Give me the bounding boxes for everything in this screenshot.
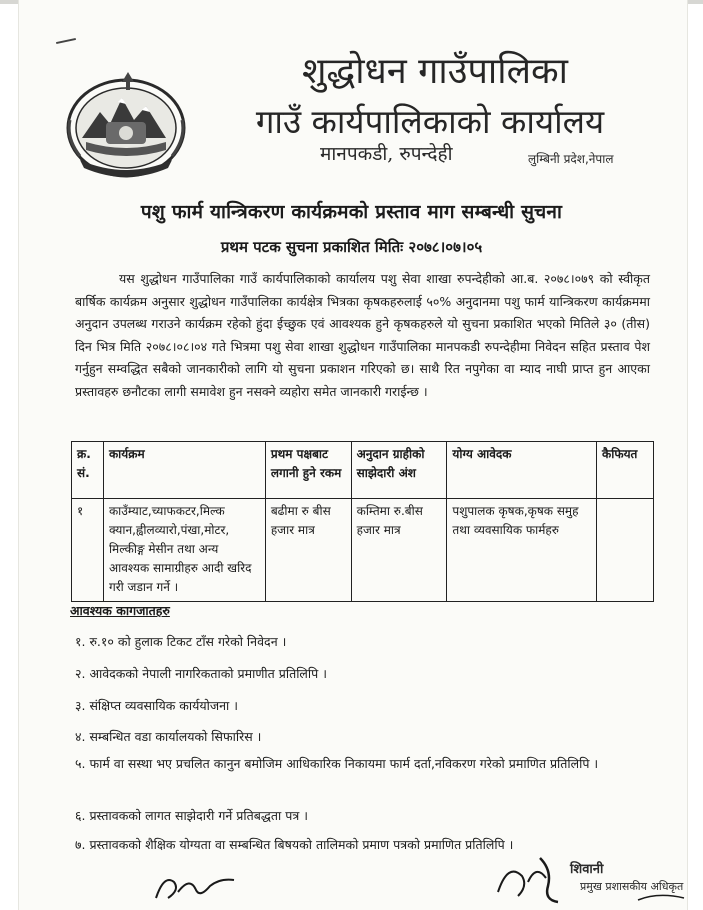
nepal-government-emblem-icon <box>62 68 190 180</box>
table-cell: पशुपालक कृषक,कृषक समुह तथा व्यवसायिक फार्महरु <box>447 499 597 602</box>
table-cell: कम्तिमा रु.बीस हजार मात्र <box>351 499 447 602</box>
table-header: योग्य आवेदक <box>447 442 597 499</box>
list-item: ४. सम्बन्धित वडा कार्यालयको सिफारिस । <box>75 729 262 744</box>
office-address: मानपकडी, रुपन्देही <box>320 143 453 165</box>
list-item: ६. प्रस्तावकको लागत साझेदारी गर्ने प्रतिबद्धता पत्र । <box>75 808 308 823</box>
table-header: कार्यक्रम <box>103 442 265 499</box>
list-item: १. रु.१० को हुलाक टिकट टाँस गरेको निवेदन । <box>75 634 287 649</box>
table-header: अनुदान ग्राहीको साझेदारी अंश <box>351 442 447 499</box>
program-table <box>71 441 654 602</box>
table-header-row <box>72 442 654 499</box>
stamp-name: शिवानी <box>570 862 604 877</box>
stamp-designation: प्रमुख प्रशासकीय अधिकृत <box>580 880 684 893</box>
documents-heading: आवश्यक कागजातहरु <box>70 603 170 618</box>
list-item: ५. फार्म वा सस्था भए प्रचलित कानुन बमोजिम आधिकारिक निकायमा फार्म दर्ता,नविकरण गरेको प्रमाणित प्रतिलिपि । <box>75 756 599 771</box>
notice-body: यस शुद्धोधन गाउँपालिका गाउँ कार्यपालिकाको कार्यालय पशु सेवा शाखा रुपन्देहीको आ.ब. २०७८।०७९ को स्वीकृत बार्षिक कार्यक्रम अनुसार शुद्धोधन गाउँपालिका कार्यक्षेत्र भित्रका कृषकहरुलाई ५०% अनुदानमा पशु फार्म यान्त्रिकरण कार्यक्रममा अनुदान उपलब्ध गराउने कार्यक्रम रहेको हुंदा ईच्छुक एवं आवश्यक हुने कृषकहरुले यो सुचना प्रकाशित भएको मितिले ३० (तीस) दिन भित्र मिति २०७८।०८।०४ गते भित्रमा पशु सेवा शाखा शुद्धोधन गाउँपालिका मानपकडी रुपन्देहीमा निवेदन सहित प्रस्ताव पेश गर्नुहुन सम्वद्धित सबैको जानकारीको लागि यो सुचना प्रकाशन गरिएको छ। साथै रित नपुगेका वा म्याद नाघी प्राप्त हुन आएका प्रस्तावहरु छनौटका लागी समावेश हुन नसक्ने व्यहोरा समेत जानकारी गराईन्छ । <box>75 271 650 399</box>
table-cell: बढीमा रु बीस हजार मात्र <box>265 499 351 602</box>
list-item: ७. प्रस्तावकको शैक्षिक योग्यता वा सम्बन्धित बिषयको तालिमको प्रमाण पत्रको प्रमाणित प्रतिलिपि । <box>75 837 514 852</box>
office-province: लुम्बिनी प्रदेश,नेपाल <box>528 152 614 166</box>
table-header: क्र. सं. <box>72 442 104 499</box>
office-subtitle: गाउँ कार्यपालिकाको कार्यालय <box>255 102 605 141</box>
published-date: प्रथम पटक सुचना प्रकाशित मितिः २०७८।०७।०५ <box>220 238 483 256</box>
table-cell <box>597 499 654 602</box>
list-item: २. आवेदकको नेपाली नागरिकताको प्रमाणीत प्रतिलिपि । <box>75 666 327 681</box>
signature <box>150 868 240 908</box>
notice-title: पशु फार्म यान्त्रिकरण कार्यक्रमको प्रस्ताव माग सम्बन्धी सुचना <box>140 201 563 223</box>
office-name: शुद्धोधन गाउँपालिका <box>302 51 568 92</box>
table-header: प्रथम पक्षबाट लगानी हुने रकम <box>265 442 351 499</box>
table-cell: काउँम्याट,च्याफकटर,मिल्क क्यान,ह्वीलव्यारो,पंखा,मोटर, मिल्कीङ्ग मेसीन तथा अन्य आवश्यक सामाग्रीहरु आदी खरिद गरी जडान गर्ने । <box>103 499 265 602</box>
table-cell: १ <box>72 499 104 602</box>
table-row <box>72 499 654 602</box>
list-item: ३. संक्षिप्त व्यवसायिक कार्ययोजना । <box>75 698 239 713</box>
table-header: कैफियत <box>597 442 654 499</box>
